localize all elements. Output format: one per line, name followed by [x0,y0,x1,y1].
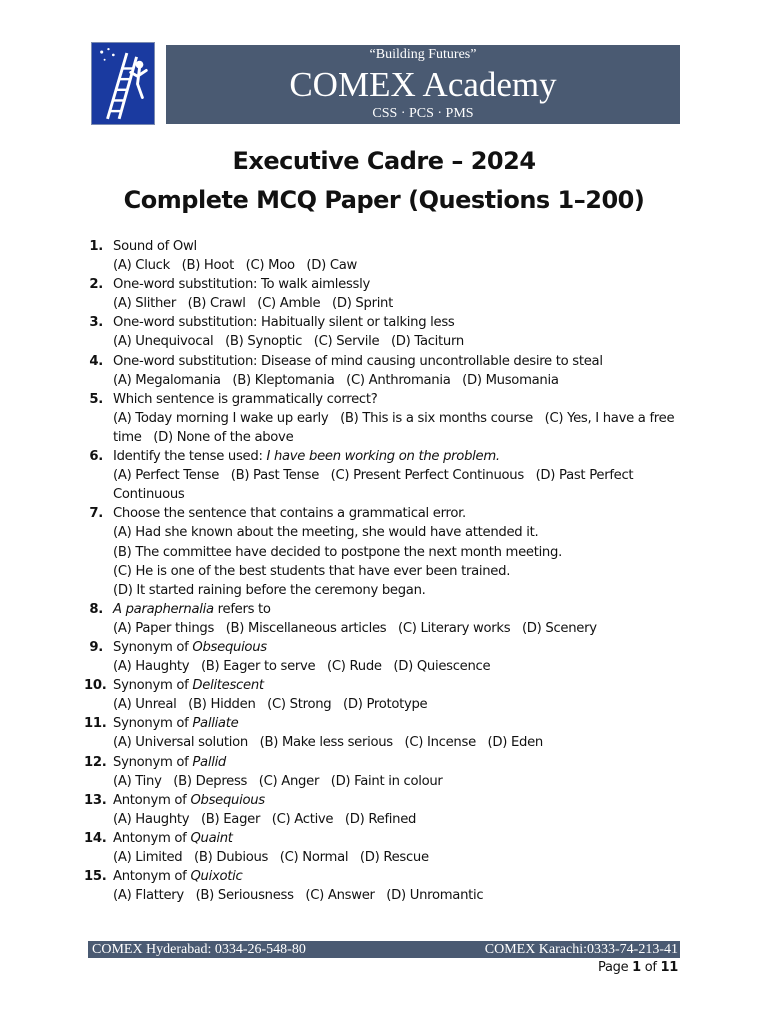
question-options: (D) It started raining before the ceremony began. [113,582,426,598]
question-term: Pallid [192,754,227,770]
question-item [84,447,684,504]
question-number: 8. [89,601,103,617]
question-options: (A) Cluck (B) Hoot (C) Moo (D) Caw [113,258,358,274]
footer-hyderabad-contact: COMEX Hyderabad: 0334-26-548-80 [92,942,306,957]
page-title: Executive Cadre – 2024 [232,147,536,175]
question-stem [113,716,238,731]
exam-list: CSS · PCS · PMS [372,106,474,121]
question-text: Sound of Owl [113,239,197,254]
question-stem [113,354,603,369]
question-options: (A) Unreal (B) Hidden (C) Strong (D) Prototype [113,697,428,713]
question-text: Which sentence is grammatically correct? [113,391,378,407]
question-options: (A) Universal solution (B) Make less serious (C) Incense (D) Eden [113,735,543,751]
question-number: 12. [84,754,107,770]
question-number: 1. [89,239,103,254]
question-number: 11. [84,716,107,732]
ladder-climber-logo-icon [92,43,154,124]
question-number: 3. [89,315,103,331]
logo-icon [91,42,155,125]
question-item [84,829,684,867]
question-options: (A) Limited (B) Dubious (C) Normal (D) Rescue [113,850,429,865]
question-item [84,638,684,676]
question-item [84,504,684,599]
question-text: Synonym of [113,716,193,732]
question-stem [113,793,265,808]
question-options: (C) He is one of the best students that have ever been trained. [113,563,511,579]
question-text: Antonym of [113,869,191,885]
question-number: 10. [84,678,107,694]
question-options: (A) Haughty (B) Eager to serve (C) Rude (D) Quiescence [113,659,491,675]
question-text: Synonym of [113,754,193,770]
question-item [84,352,684,390]
question-term: Delitescent [192,678,264,694]
question-item [84,676,684,714]
question-term: Obsequious [190,792,265,808]
tagline: “Building Futures” [369,47,477,62]
question-text: Synonym of [113,678,193,694]
question-number: 4. [89,353,103,369]
question-text: Synonym of [113,639,193,655]
question-text: Identify the tense used: [113,449,267,465]
question-term: A paraphernalia [113,601,214,617]
question-stem [113,315,455,330]
question-text: Choose the sentence that contains a grammatical error. [113,506,466,522]
question-term: Palliate [192,716,239,732]
question-stem [113,640,267,655]
question-number: 13. [84,792,107,808]
question-text: Antonym of [113,792,191,808]
header-banner [166,45,680,124]
question-options: (A) Today morning I wake up early (B) This is a six months course (C) Yes, I have a free time (D) None of the above [113,410,679,445]
question-stem [113,869,242,884]
page-current: 1 [632,960,641,975]
question-term: Quaint [190,830,233,846]
question-text: One-word substitution: Habitually silent or talking less [113,315,455,331]
question-number: 9. [89,639,103,655]
footer-bar [88,941,680,958]
question-number: 7. [89,506,103,522]
question-options: (A) Megalomania (B) Kleptomania (C) Anthromania (D) Musomania [113,372,559,388]
question-stem [113,831,233,846]
question-options: (A) Slither (B) Crawl (C) Amble (D) Sprint [113,296,393,312]
question-stem [113,449,500,464]
question-text: Antonym of [113,830,191,846]
question-number: 14. [84,830,107,846]
question-item [84,313,684,351]
question-item [84,275,684,313]
question-number: 15. [84,869,107,885]
question-stem [113,392,377,407]
question-number: 5. [89,391,103,407]
question-item [84,791,684,829]
question-stem [113,602,271,617]
question-stem [113,678,264,693]
question-number: 2. [89,277,103,293]
question-item [84,600,684,638]
question-stem [113,239,197,254]
question-term: Quixotic [190,869,243,885]
question-stem [113,277,370,292]
question-item [84,714,684,752]
question-options: (A) Flattery (B) Seriousness (C) Answer (D) Unromantic [113,888,484,904]
question-item [84,753,684,791]
question-options: (A) Unequivocal (B) Synoptic (C) Servile (D) Taciturn [113,334,464,350]
page-total: 11 [660,960,678,975]
question-options: (A) Paper things (B) Miscellaneous articles (C) Literary works (D) Scenery [113,620,597,636]
question-number: 6. [89,449,103,465]
question-options: (B) The committee have decided to postpone the next month meeting. [113,544,562,560]
academy-name: COMEX Academy [289,65,557,104]
question-term: I have been working on the problem. [266,449,500,465]
question-text: One-word substitution: Disease of mind causing uncontrollable desire to steal [113,353,603,369]
question-options: (A) Tiny (B) Depress (C) Anger (D) Faint in colour [113,773,443,789]
question-term: Obsequious [192,639,267,655]
question-item [84,867,684,905]
footer-karachi-contact: COMEX Karachi:0333-74-213-41 [484,942,678,957]
question-stem [113,506,466,521]
page-subtitle: Complete MCQ Paper (Questions 1–200) [123,186,645,214]
question-stem [113,755,226,770]
question-list [84,237,684,905]
question-item [84,390,684,447]
question-options: (A) Had she known about the meeting, she would have attended it. [113,525,539,541]
page-number [598,960,678,975]
question-text: One-word substitution: To walk aimlessly [113,277,370,293]
question-item [84,237,684,275]
page-of: of [640,960,661,975]
page-label: Page [598,960,633,975]
question-options: (A) Haughty (B) Eager (C) Active (D) Refined [113,811,417,827]
question-options: (A) Perfect Tense (B) Past Tense (C) Present Perfect Continuous (D) Past Perfect Continuous [113,468,638,503]
question-text: refers to [213,601,271,617]
